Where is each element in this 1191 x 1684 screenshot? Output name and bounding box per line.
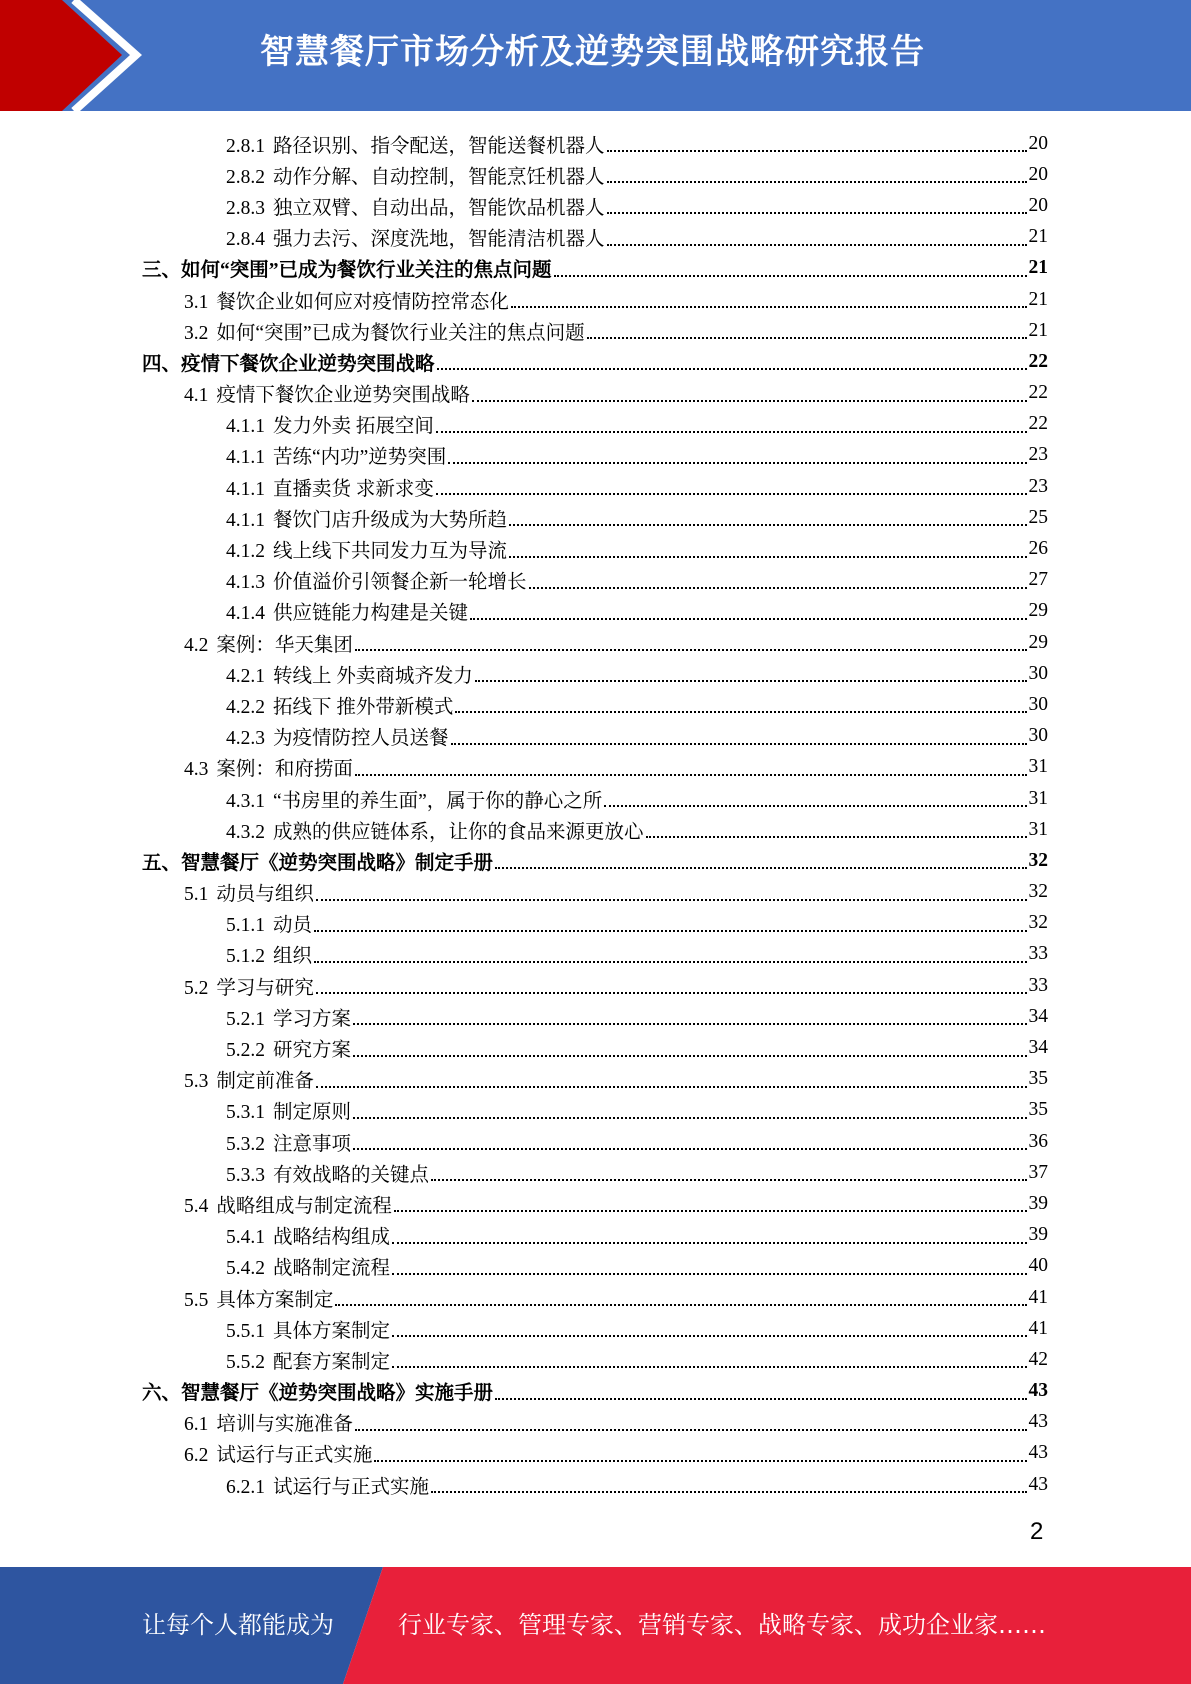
page-number: 2 (1030, 1518, 1044, 1545)
toc-entry-page: 36 (1028, 1130, 1048, 1152)
toc-entry-number: 4.1.1 (226, 509, 265, 531)
toc-entry-label (184, 1284, 333, 1312)
toc-entry-label (226, 597, 468, 625)
toc-entry-number: 6.1 (184, 1414, 209, 1436)
toc-entry-title: 具体方案制定 (216, 1289, 334, 1311)
footer-expert-list: 行业专家、管理专家、营销专家、战略专家、成功企业家…… (398, 1611, 1046, 1639)
toc-entry-title: 案例：华天集团 (216, 634, 353, 656)
toc-entry-label (142, 348, 435, 376)
toc-entry-page: 31 (1028, 756, 1048, 778)
toc-entry-page: 23 (1028, 475, 1048, 497)
toc-entry[interactable] (0, 1376, 1191, 1407)
toc-dot-leader (394, 1209, 1027, 1212)
toc-entry[interactable] (0, 658, 1191, 689)
toc-entry-label (142, 1377, 493, 1405)
toc-entry-number: 5.2.2 (226, 1040, 265, 1062)
toc-entry-label (226, 816, 644, 844)
toc-entry-page: 20 (1028, 132, 1048, 154)
toc-entry-number: 5.1.2 (226, 946, 265, 968)
toc-entry-title: 动作分解、自动控制，智能烹饪机器人 (273, 166, 605, 188)
footer-slogan: 让每个人都能成为 (142, 1611, 334, 1639)
toc-entry[interactable] (0, 128, 1191, 159)
toc-entry-title: 培训与实施准备 (216, 1414, 353, 1436)
toc-entry-title: 四、疫情下餐饮企业逆势突围战略 (142, 353, 435, 375)
toc-entry-number: 4.1.3 (226, 572, 265, 594)
toc-entry-page: 20 (1028, 194, 1048, 216)
toc-entry[interactable] (0, 752, 1191, 783)
toc-entry-page: 35 (1028, 1068, 1048, 1090)
toc-entry-title: 供应链能力构建是关键 (273, 603, 469, 625)
toc-entry-label (226, 909, 312, 937)
toc-entry-title: 案例：和府捞面 (216, 759, 353, 781)
toc-entry-label (226, 130, 605, 158)
toc-entry-number: 5.5.2 (226, 1351, 265, 1373)
toc-entry-label (184, 1408, 353, 1436)
toc-entry-page: 41 (1028, 1286, 1048, 1308)
toc-entry-title: 研究方案 (273, 1040, 352, 1062)
toc-entry[interactable] (0, 284, 1191, 315)
toc-entry-label (184, 317, 585, 345)
toc-entry-number: 4.1.4 (226, 603, 265, 625)
toc-entry[interactable] (0, 1157, 1191, 1188)
toc-entry-title: 苦练“内功”逆势突围 (273, 447, 447, 469)
toc-dot-leader (353, 1022, 1026, 1025)
toc-dot-leader (495, 866, 1026, 869)
toc-dot-leader (646, 835, 1027, 838)
toc-entry-title: 路径识别、指令配送，智能送餐机器人 (273, 135, 605, 157)
toc-entry-page: 33 (1028, 974, 1048, 996)
toc-entry-label (226, 1471, 429, 1499)
toc-entry-page: 32 (1028, 881, 1048, 903)
toc-entry-label (184, 1190, 392, 1218)
toc-dot-leader (392, 1365, 1026, 1368)
toc-dot-leader (448, 461, 1026, 464)
toc-dot-leader (436, 492, 1027, 495)
toc-entry[interactable] (0, 409, 1191, 440)
toc-entry-page: 31 (1028, 818, 1048, 840)
toc-dot-leader (470, 617, 1026, 620)
toc-entry-label (226, 223, 605, 251)
toc-entry-number: 5.1.1 (226, 915, 265, 937)
toc-dot-leader (392, 1334, 1026, 1337)
toc-entry-number: 4.1.1 (226, 478, 265, 500)
toc-entry-label (226, 1034, 351, 1062)
toc-entry[interactable] (0, 565, 1191, 596)
toc-entry-page: 29 (1028, 600, 1048, 622)
toc-entry-page: 21 (1028, 319, 1048, 341)
toc-entry-page: 22 (1028, 350, 1048, 372)
toc-entry-title: 线上线下共同发力互为导流 (273, 541, 508, 563)
toc-entry-page: 43 (1028, 1380, 1048, 1402)
toc-entry[interactable] (0, 346, 1191, 377)
toc-dot-leader (607, 211, 1027, 214)
toc-entry-number: 4.2.1 (226, 665, 265, 687)
toc-entry-page: 30 (1028, 725, 1048, 747)
toc-entry-page: 32 (1028, 849, 1048, 871)
toc-entry[interactable] (0, 190, 1191, 221)
toc-dot-leader (316, 1085, 1027, 1088)
toc-entry-title: 战略组成与制定流程 (216, 1195, 392, 1217)
toc-dot-leader (355, 1428, 1027, 1431)
toc-entry-label (226, 1221, 390, 1249)
toc-entry-page: 40 (1028, 1255, 1048, 1277)
toc-entry-label (226, 1128, 351, 1156)
toc-entry-page: 43 (1028, 1442, 1048, 1464)
toc-entry-number: 5.1 (184, 884, 209, 906)
toc-entry[interactable] (0, 222, 1191, 253)
toc-dot-leader (607, 149, 1027, 152)
toc-entry-title: 转线上 外卖商城齐发力 (273, 665, 473, 687)
toc-entry-page: 43 (1028, 1473, 1048, 1495)
toc-entry-title: 组织 (273, 946, 313, 968)
toc-dot-leader (353, 1116, 1026, 1119)
toc-entry-number: 5.4.1 (226, 1227, 265, 1249)
toc-entry-number: 5.2.1 (226, 1008, 265, 1030)
toc-entry[interactable] (0, 1095, 1191, 1126)
toc-entry-number: 2.8.2 (226, 166, 265, 188)
toc-dot-leader (392, 1272, 1026, 1275)
toc-entry-number: 4.2.2 (226, 696, 265, 718)
toc-entry-title: 制定原则 (273, 1102, 352, 1124)
toc-entry-number: 4.1 (184, 385, 209, 407)
toc-entry-title: 拓线下 推外带新模式 (273, 696, 454, 718)
toc-entry-page: 23 (1028, 444, 1048, 466)
toc-dot-leader (316, 991, 1027, 994)
toc-entry-page: 21 (1028, 226, 1048, 248)
toc-entry-number: 4.3 (184, 759, 209, 781)
toc-entry[interactable] (0, 1407, 1191, 1438)
toc-dot-leader (472, 399, 1027, 402)
toc-entry-label (184, 878, 314, 906)
toc-entry[interactable] (0, 471, 1191, 502)
toc-entry-number: 5.3.1 (226, 1102, 265, 1124)
toc-entry-label (184, 972, 314, 1000)
toc-entry-page: 34 (1028, 1005, 1048, 1027)
toc-entry-number: 2.8.1 (226, 135, 265, 157)
toc-entry[interactable] (0, 877, 1191, 908)
toc-entry-label (226, 473, 434, 501)
toc-entry-label (184, 1065, 314, 1093)
toc-entry-title: 价值溢价引领餐企新一轮增长 (273, 572, 527, 594)
toc-entry-page: 21 (1028, 257, 1048, 279)
toc-entry-label (226, 1346, 390, 1374)
toc-entry[interactable] (0, 1032, 1191, 1063)
toc-dot-leader (436, 430, 1027, 433)
toc-dot-leader (392, 1241, 1026, 1244)
toc-dot-leader (554, 274, 1027, 277)
toc-entry-title: 制定前准备 (216, 1071, 314, 1093)
toc-entry-title: 成熟的供应链体系，让你的食品来源更放心 (273, 821, 644, 843)
toc-entry-page: 30 (1028, 662, 1048, 684)
toc-entry-page: 35 (1028, 1099, 1048, 1121)
toc-entry-page: 22 (1028, 382, 1048, 404)
toc-entry-number: 5.3.3 (226, 1164, 265, 1186)
toc-entry-page: 41 (1028, 1317, 1048, 1339)
toc-entry-page: 34 (1028, 1037, 1048, 1059)
toc-entry-title: 有效战略的关键点 (273, 1164, 430, 1186)
toc-entry-number: 3.2 (184, 322, 209, 344)
toc-entry-title: 独立双臂、自动出品，智能饮品机器人 (273, 197, 605, 219)
toc-entry-title: 五、智慧餐厅《逆势突围战略》制定手册 (142, 852, 494, 874)
toc-entry[interactable] (0, 1282, 1191, 1313)
toc-entry-label (226, 785, 602, 813)
toc-entry[interactable] (0, 939, 1191, 970)
toc-entry-page: 32 (1028, 912, 1048, 934)
toc-entry-label (226, 535, 507, 563)
toc-dot-leader (509, 523, 1026, 526)
toc-entry[interactable] (0, 1188, 1191, 1219)
toc-entry-title: 疫情下餐饮企业逆势突围战略 (216, 385, 470, 407)
toc-entry[interactable] (0, 502, 1191, 533)
toc-entry-label (226, 1096, 351, 1124)
toc-dot-leader (353, 1147, 1026, 1150)
toc-entry-page: 31 (1028, 787, 1048, 809)
toc-entry-number: 4.1.2 (226, 541, 265, 563)
toc-entry[interactable] (0, 253, 1191, 284)
toc-entry-title: 注意事项 (273, 1133, 352, 1155)
toc-dot-leader (353, 1054, 1026, 1057)
toc-entry-page: 39 (1028, 1192, 1048, 1214)
toc-entry-title: 具体方案制定 (273, 1320, 391, 1342)
toc-entry-label (226, 192, 605, 220)
toc-entry-number: 2.8.3 (226, 197, 265, 219)
toc-dot-leader (529, 586, 1027, 589)
toc-entry-number: 5.4 (184, 1195, 209, 1217)
toc-entry-title: 动员 (273, 915, 313, 937)
toc-dot-leader (431, 1490, 1026, 1493)
toc-entry[interactable] (0, 721, 1191, 752)
toc-entry[interactable] (0, 159, 1191, 190)
toc-entry-label (226, 566, 527, 594)
toc-dot-leader (316, 898, 1027, 901)
toc-entry-page: 30 (1028, 693, 1048, 715)
toc-entry[interactable] (0, 908, 1191, 939)
toc-dot-leader (509, 555, 1026, 558)
toc-entry-number: 5.2 (184, 977, 209, 999)
toc-entry-number: 4.1.1 (226, 447, 265, 469)
toc-entry-number: 4.1.1 (226, 416, 265, 438)
toc-entry-label (226, 691, 453, 719)
toc-entry-title: 动员与组织 (216, 884, 314, 906)
toc-entry-page: 43 (1028, 1411, 1048, 1433)
toc-entry[interactable] (0, 814, 1191, 845)
toc-dot-leader (495, 1397, 1026, 1400)
toc-entry-page: 39 (1028, 1224, 1048, 1246)
toc-entry-label (226, 1159, 429, 1187)
toc-entry-title: 餐饮门店升级成为大势所趋 (273, 509, 508, 531)
toc-entry-number: 5.3.2 (226, 1133, 265, 1155)
toc-entry-number: 3.1 (184, 291, 209, 313)
page-footer (0, 1567, 1191, 1684)
toc-dot-leader (355, 773, 1027, 776)
toc-entry-page: 20 (1028, 163, 1048, 185)
toc-entry[interactable] (0, 845, 1191, 876)
toc-dot-leader (314, 960, 1026, 963)
toc-entry-page: 42 (1028, 1348, 1048, 1370)
toc-entry-number: 4.2 (184, 634, 209, 656)
toc-entry-label (142, 254, 552, 282)
toc-dot-leader (587, 336, 1027, 339)
toc-entry-label (226, 940, 312, 968)
toc-entry-label (226, 1252, 390, 1280)
toc-entry[interactable] (0, 596, 1191, 627)
toc-dot-leader (335, 1303, 1026, 1306)
toc-entry[interactable] (0, 378, 1191, 409)
toc-entry-title: “书房里的养生面”，属于你的静心之所 (273, 790, 603, 812)
toc-entry[interactable] (0, 689, 1191, 720)
toc-entry[interactable] (0, 1126, 1191, 1157)
toc-dot-leader (604, 804, 1026, 807)
toc-entry-page: 21 (1028, 288, 1048, 310)
toc-entry-label (226, 722, 449, 750)
toc-dot-leader (607, 243, 1027, 246)
report-title: 智慧餐厅市场分析及逆势突围战略研究报告 (260, 32, 925, 72)
toc-entry[interactable] (0, 1251, 1191, 1282)
toc-entry-number: 6.2.1 (226, 1476, 265, 1498)
toc-entry-title: 配套方案制定 (273, 1351, 391, 1373)
toc-entry-number: 5.5 (184, 1289, 209, 1311)
toc-entry-label (226, 1003, 351, 1031)
toc-entry-title: 战略结构组成 (273, 1227, 391, 1249)
toc-entry[interactable] (0, 1064, 1191, 1095)
toc-entry-number: 5.4.2 (226, 1258, 265, 1280)
toc-entry-number: 4.3.1 (226, 790, 265, 812)
toc-entry-page: 33 (1028, 943, 1048, 965)
toc-entry-label (226, 410, 434, 438)
toc-entry[interactable] (0, 627, 1191, 658)
toc-entry-label (226, 1315, 390, 1343)
toc-entry-page: 37 (1028, 1161, 1048, 1183)
toc-entry[interactable] (0, 1438, 1191, 1469)
toc-entry-page: 25 (1028, 506, 1048, 528)
toc-entry-page: 26 (1028, 538, 1048, 560)
toc-entry-title: 学习方案 (273, 1008, 352, 1030)
toc-entry[interactable] (0, 440, 1191, 471)
toc-entry-title: 如何“突围”已成为餐饮行业关注的焦点问题 (216, 322, 585, 344)
toc-entry-label (226, 441, 446, 469)
toc-entry-page: 22 (1028, 413, 1048, 435)
toc-dot-leader (314, 929, 1026, 932)
toc-entry-number: 6.2 (184, 1445, 209, 1467)
toc-entry-label (184, 1439, 372, 1467)
toc-entry-number: 5.5.1 (226, 1320, 265, 1342)
page-header (0, 0, 1191, 111)
toc-entry[interactable] (0, 1469, 1191, 1500)
toc-entry-label (226, 161, 605, 189)
toc-entry-page: 29 (1028, 631, 1048, 653)
toc-entry-label (226, 504, 507, 532)
toc-dot-leader (607, 180, 1027, 183)
toc-entry-title: 发力外卖 拓展空间 (273, 416, 434, 438)
toc-entry[interactable] (0, 315, 1191, 346)
toc-entry-label (184, 379, 470, 407)
toc-dot-leader (475, 679, 1027, 682)
toc-dot-leader (431, 1178, 1026, 1181)
toc-entry-label (142, 847, 493, 875)
table-of-contents (0, 128, 1191, 1500)
toc-entry-page: 27 (1028, 569, 1048, 591)
toc-entry-title: 餐饮企业如何应对疫情防控常态化 (216, 291, 509, 313)
toc-entry[interactable] (0, 970, 1191, 1001)
toc-entry[interactable] (0, 1313, 1191, 1344)
toc-entry-number: 5.3 (184, 1071, 209, 1093)
header-chevron-graphic (0, 0, 160, 111)
toc-entry-title: 为疫情防控人员送餐 (273, 728, 449, 750)
toc-entry-title: 六、智慧餐厅《逆势突围战略》实施手册 (142, 1383, 494, 1405)
toc-dot-leader (437, 367, 1027, 370)
toc-dot-leader (374, 1459, 1026, 1462)
toc-entry-label (226, 660, 473, 688)
toc-entry-title: 三、如何“突围”已成为餐饮行业关注的焦点问题 (142, 260, 552, 282)
toc-entry[interactable] (0, 1344, 1191, 1375)
toc-dot-leader (511, 305, 1027, 308)
toc-entry-title: 直播卖货 求新求变 (273, 478, 434, 500)
toc-entry[interactable] (0, 533, 1191, 564)
toc-entry-title: 试运行与正式实施 (216, 1445, 373, 1467)
toc-entry-title: 强力去污、深度洗地，智能清洁机器人 (273, 229, 605, 251)
toc-dot-leader (455, 710, 1026, 713)
toc-entry[interactable] (0, 1001, 1191, 1032)
toc-entry-title: 战略制定流程 (273, 1258, 391, 1280)
toc-entry-title: 试运行与正式实施 (273, 1476, 430, 1498)
toc-dot-leader (355, 648, 1027, 651)
toc-entry[interactable] (0, 783, 1191, 814)
toc-entry-label (184, 753, 353, 781)
toc-entry-label (184, 286, 509, 314)
toc-entry-title: 学习与研究 (216, 977, 314, 999)
toc-dot-leader (451, 742, 1027, 745)
toc-entry-label (184, 629, 353, 657)
toc-entry-number: 4.2.3 (226, 728, 265, 750)
toc-entry-number: 4.3.2 (226, 821, 265, 843)
toc-entry-number: 2.8.4 (226, 229, 265, 251)
toc-entry[interactable] (0, 1220, 1191, 1251)
